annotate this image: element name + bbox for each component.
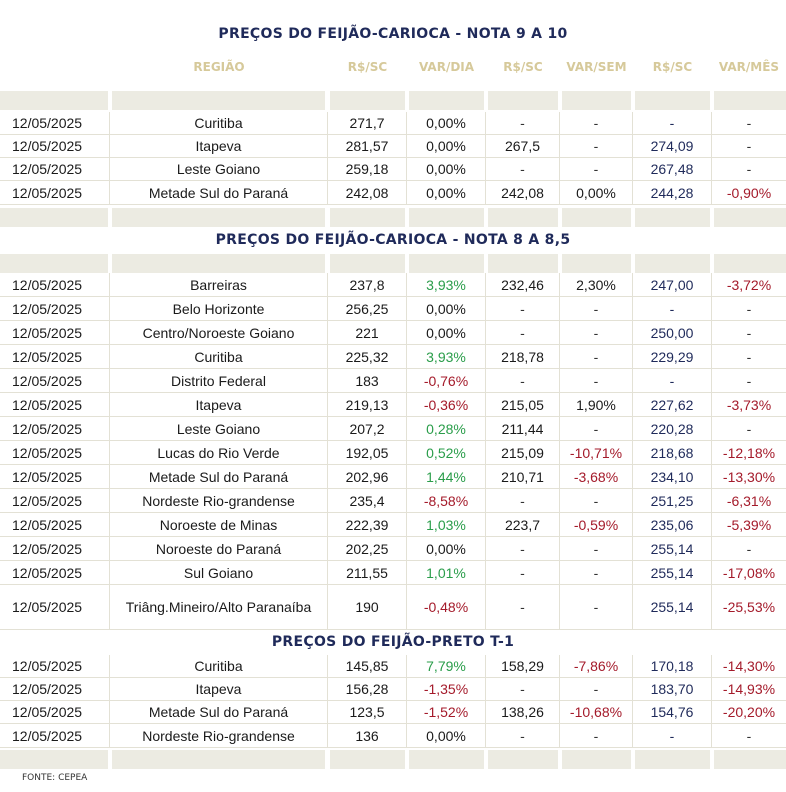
shade-cell [409,254,484,273]
date-cell: 12/05/2025 [0,585,110,630]
var-week-cell: - [560,724,633,748]
var-month-cell: -17,08% [712,561,786,585]
price-week-cell: - [486,489,560,513]
var-day-cell: -1,52% [407,701,486,724]
header-rs-sc-2: R$/SC [503,60,543,74]
var-week-cell: -10,68% [560,701,633,724]
region-cell: Itapeva [110,135,328,158]
date-cell: 12/05/2025 [0,465,110,489]
var-week-cell: -0,59% [560,513,633,537]
price-month-cell: 227,62 [633,393,712,417]
price-month-cell: 274,09 [633,135,712,158]
price-day-cell: 207,2 [328,417,407,441]
price-day-cell: 211,55 [328,561,407,585]
var-week-cell: - [560,321,633,345]
price-day-cell: 219,13 [328,393,407,417]
date-cell: 12/05/2025 [0,369,110,393]
shade-cell [714,208,786,227]
region-cell: Metade Sul do Paraná [110,701,328,724]
shade-row [0,91,786,110]
section-title-carioca-9-10: PREÇOS DO FEIJÃO-CARIOCA - NOTA 9 A 10 [218,26,568,42]
date-cell: 12/05/2025 [0,273,110,297]
var-month-cell: - [712,321,786,345]
price-month-cell: 247,00 [633,273,712,297]
var-day-cell: -0,48% [407,585,486,630]
shade-cell [562,254,631,273]
var-week-cell: - [560,112,633,135]
price-month-cell: - [633,724,712,748]
region-cell: Barreiras [110,273,328,297]
var-month-cell: - [712,417,786,441]
var-month-cell: -3,72% [712,273,786,297]
table-row [0,655,786,678]
var-week-cell: - [560,678,633,701]
header-var-dia: VAR/DIA [418,60,475,74]
price-week-cell: - [486,678,560,701]
source-footer: FONTE: CEPEA [22,773,88,783]
var-month-cell: - [712,345,786,369]
region-cell: Centro/Noroeste Goiano [110,321,328,345]
var-day-cell: 1,01% [407,561,486,585]
date-cell: 12/05/2025 [0,655,110,678]
date-cell: 12/05/2025 [0,345,110,369]
table-row [0,393,786,417]
var-week-cell: - [560,369,633,393]
section-title-preto-t1: PREÇOS DO FEIJÃO-PRETO T-1 [271,634,515,650]
var-week-cell: - [560,561,633,585]
shade-cell [112,208,325,227]
var-day-cell: 0,00% [407,724,486,748]
price-day-cell: 145,85 [328,655,407,678]
region-cell: Itapeva [110,678,328,701]
var-day-cell: 0,00% [407,135,486,158]
table-row [0,537,786,561]
price-week-cell: 211,44 [486,417,560,441]
shade-cell [112,254,325,273]
var-week-cell: - [560,158,633,181]
shade-cell [488,208,558,227]
table-row [0,181,786,205]
price-day-cell: 225,32 [328,345,407,369]
shade-cell [635,208,710,227]
shade-row [0,208,786,227]
header-var-mes: VAR/MÊS [718,60,780,74]
price-week-cell: 158,29 [486,655,560,678]
price-month-cell: 235,06 [633,513,712,537]
table-row [0,513,786,537]
var-week-cell: - [560,537,633,561]
header-var-sem: VAR/SEM [566,60,627,74]
price-month-cell: 183,70 [633,678,712,701]
var-month-cell: -13,30% [712,465,786,489]
var-day-cell: -8,58% [407,489,486,513]
table-row [0,489,786,513]
shade-cell [714,91,786,110]
price-week-cell: - [486,537,560,561]
var-month-cell: -5,39% [712,513,786,537]
shade-row [0,750,786,769]
date-cell: 12/05/2025 [0,158,110,181]
date-cell: 12/05/2025 [0,561,110,585]
date-cell: 12/05/2025 [0,321,110,345]
price-day-cell: 235,4 [328,489,407,513]
price-week-cell: 215,05 [486,393,560,417]
section-title-carioca-8-85: PREÇOS DO FEIJÃO-CARIOCA - NOTA 8 A 8,5 [215,232,571,248]
table-row [0,441,786,465]
shade-cell [635,254,710,273]
table-row [0,369,786,393]
price-week-cell: 267,5 [486,135,560,158]
price-month-cell: - [633,297,712,321]
price-day-cell: 271,7 [328,112,407,135]
shade-cell [0,750,108,769]
var-month-cell: -14,93% [712,678,786,701]
date-cell: 12/05/2025 [0,513,110,537]
table-row [0,112,786,135]
date-cell: 12/05/2025 [0,135,110,158]
price-day-cell: 222,39 [328,513,407,537]
var-day-cell: 0,00% [407,112,486,135]
price-week-cell: - [486,297,560,321]
var-month-cell: -3,73% [712,393,786,417]
var-day-cell: 0,28% [407,417,486,441]
price-week-cell: 242,08 [486,181,560,205]
date-cell: 12/05/2025 [0,112,110,135]
shade-cell [409,91,484,110]
var-day-cell: 0,52% [407,441,486,465]
region-cell: Itapeva [110,393,328,417]
price-day-cell: 256,25 [328,297,407,321]
shade-cell [488,91,558,110]
price-day-cell: 221 [328,321,407,345]
table-row [0,158,786,181]
region-cell: Leste Goiano [110,417,328,441]
price-day-cell: 136 [328,724,407,748]
region-cell: Triâng.Mineiro/Alto Paranaíba [110,585,328,630]
var-week-cell: - [560,345,633,369]
shade-cell [635,750,710,769]
table-row [0,417,786,441]
price-month-cell: 255,14 [633,561,712,585]
price-month-cell: 229,29 [633,345,712,369]
price-month-cell: 218,68 [633,441,712,465]
region-cell: Nordeste Rio-grandense [110,724,328,748]
date-cell: 12/05/2025 [0,441,110,465]
table-row [0,135,786,158]
price-day-cell: 259,18 [328,158,407,181]
region-cell: Belo Horizonte [110,297,328,321]
region-cell: Noroeste do Paraná [110,537,328,561]
column-header-row [0,56,786,78]
shade-cell [330,91,405,110]
var-month-cell: - [712,369,786,393]
price-day-cell: 190 [328,585,407,630]
table-row [0,321,786,345]
price-day-cell: 237,8 [328,273,407,297]
region-cell: Curitiba [110,655,328,678]
table-row [0,345,786,369]
region-cell: Lucas do Rio Verde [110,441,328,465]
price-month-cell: 267,48 [633,158,712,181]
date-cell: 12/05/2025 [0,181,110,205]
price-week-cell: - [486,321,560,345]
shade-cell [0,208,108,227]
var-month-cell: -6,31% [712,489,786,513]
var-month-cell: -14,30% [712,655,786,678]
var-month-cell: - [712,135,786,158]
shade-cell [714,254,786,273]
shade-cell [0,254,108,273]
price-month-cell: 234,10 [633,465,712,489]
table-row [0,465,786,489]
price-month-cell: 154,76 [633,701,712,724]
price-week-cell: 218,78 [486,345,560,369]
region-cell: Noroeste de Minas [110,513,328,537]
shade-cell [330,750,405,769]
shade-cell [714,750,786,769]
price-month-cell: - [633,112,712,135]
var-day-cell: 0,00% [407,537,486,561]
date-cell: 12/05/2025 [0,489,110,513]
table-row [0,273,786,297]
price-month-cell: 251,25 [633,489,712,513]
region-cell: Leste Goiano [110,158,328,181]
shade-cell [409,208,484,227]
price-month-cell: - [633,369,712,393]
region-cell: Metade Sul do Paraná [110,181,328,205]
price-month-cell: 220,28 [633,417,712,441]
price-week-cell: 232,46 [486,273,560,297]
shade-cell [562,208,631,227]
table-row [0,297,786,321]
price-week-cell: - [486,585,560,630]
price-week-cell: - [486,112,560,135]
price-day-cell: 192,05 [328,441,407,465]
header-rs-sc-3: R$/SC [652,60,693,74]
region-cell: Sul Goiano [110,561,328,585]
shade-cell [488,254,558,273]
date-cell: 12/05/2025 [0,393,110,417]
price-week-cell: - [486,561,560,585]
var-day-cell: 3,93% [407,345,486,369]
date-cell: 12/05/2025 [0,297,110,321]
price-month-cell: 250,00 [633,321,712,345]
header-regiao: REGIÃO [193,60,245,74]
var-day-cell: 1,03% [407,513,486,537]
table-row [0,701,786,724]
var-week-cell: - [560,297,633,321]
price-day-cell: 156,28 [328,678,407,701]
shade-cell [562,750,631,769]
date-cell: 12/05/2025 [0,417,110,441]
var-week-cell: -3,68% [560,465,633,489]
var-day-cell: -1,35% [407,678,486,701]
region-cell: Nordeste Rio-grandense [110,489,328,513]
price-week-cell: 210,71 [486,465,560,489]
date-cell: 12/05/2025 [0,678,110,701]
var-week-cell: - [560,489,633,513]
var-week-cell: -7,86% [560,655,633,678]
shade-cell [330,254,405,273]
price-day-cell: 242,08 [328,181,407,205]
var-day-cell: 0,00% [407,181,486,205]
region-cell: Curitiba [110,345,328,369]
shade-cell [409,750,484,769]
shade-cell [635,91,710,110]
price-week-cell: - [486,158,560,181]
date-cell: 12/05/2025 [0,537,110,561]
shade-cell [112,750,325,769]
date-cell: 12/05/2025 [0,701,110,724]
price-week-cell: 223,7 [486,513,560,537]
var-month-cell: - [712,297,786,321]
price-week-cell: 138,26 [486,701,560,724]
table-row [0,724,786,748]
var-month-cell: -0,90% [712,181,786,205]
table-row [0,585,786,630]
var-month-cell: - [712,112,786,135]
price-week-cell: - [486,369,560,393]
region-cell: Metade Sul do Paraná [110,465,328,489]
price-day-cell: 123,5 [328,701,407,724]
price-month-cell: 244,28 [633,181,712,205]
price-day-cell: 281,57 [328,135,407,158]
var-day-cell: 0,00% [407,297,486,321]
price-month-cell: 170,18 [633,655,712,678]
shade-cell [330,208,405,227]
var-month-cell: -12,18% [712,441,786,465]
var-day-cell: 3,93% [407,273,486,297]
shade-cell [0,91,108,110]
var-month-cell: -20,20% [712,701,786,724]
price-day-cell: 183 [328,369,407,393]
var-week-cell: 2,30% [560,273,633,297]
var-week-cell: - [560,585,633,630]
price-month-cell: 255,14 [633,585,712,630]
shade-cell [112,91,325,110]
var-week-cell: -10,71% [560,441,633,465]
var-day-cell: -0,76% [407,369,486,393]
price-week-cell: 215,09 [486,441,560,465]
var-day-cell: 7,79% [407,655,486,678]
date-cell: 12/05/2025 [0,724,110,748]
var-month-cell: - [712,724,786,748]
shade-row [0,254,786,273]
var-week-cell: - [560,135,633,158]
price-month-cell: 255,14 [633,537,712,561]
price-week-cell: - [486,724,560,748]
header-rs-sc-1: R$/SC [347,60,388,74]
var-day-cell: -0,36% [407,393,486,417]
shade-cell [488,750,558,769]
price-day-cell: 202,25 [328,537,407,561]
var-day-cell: 0,00% [407,321,486,345]
price-day-cell: 202,96 [328,465,407,489]
table-row [0,561,786,585]
shade-cell [562,91,631,110]
var-week-cell: - [560,417,633,441]
table-row [0,678,786,701]
var-month-cell: - [712,537,786,561]
var-month-cell: - [712,158,786,181]
region-cell: Distrito Federal [110,369,328,393]
var-month-cell: -25,53% [712,585,786,630]
var-week-cell: 1,90% [560,393,633,417]
var-week-cell: 0,00% [560,181,633,205]
var-day-cell: 1,44% [407,465,486,489]
var-day-cell: 0,00% [407,158,486,181]
region-cell: Curitiba [110,112,328,135]
